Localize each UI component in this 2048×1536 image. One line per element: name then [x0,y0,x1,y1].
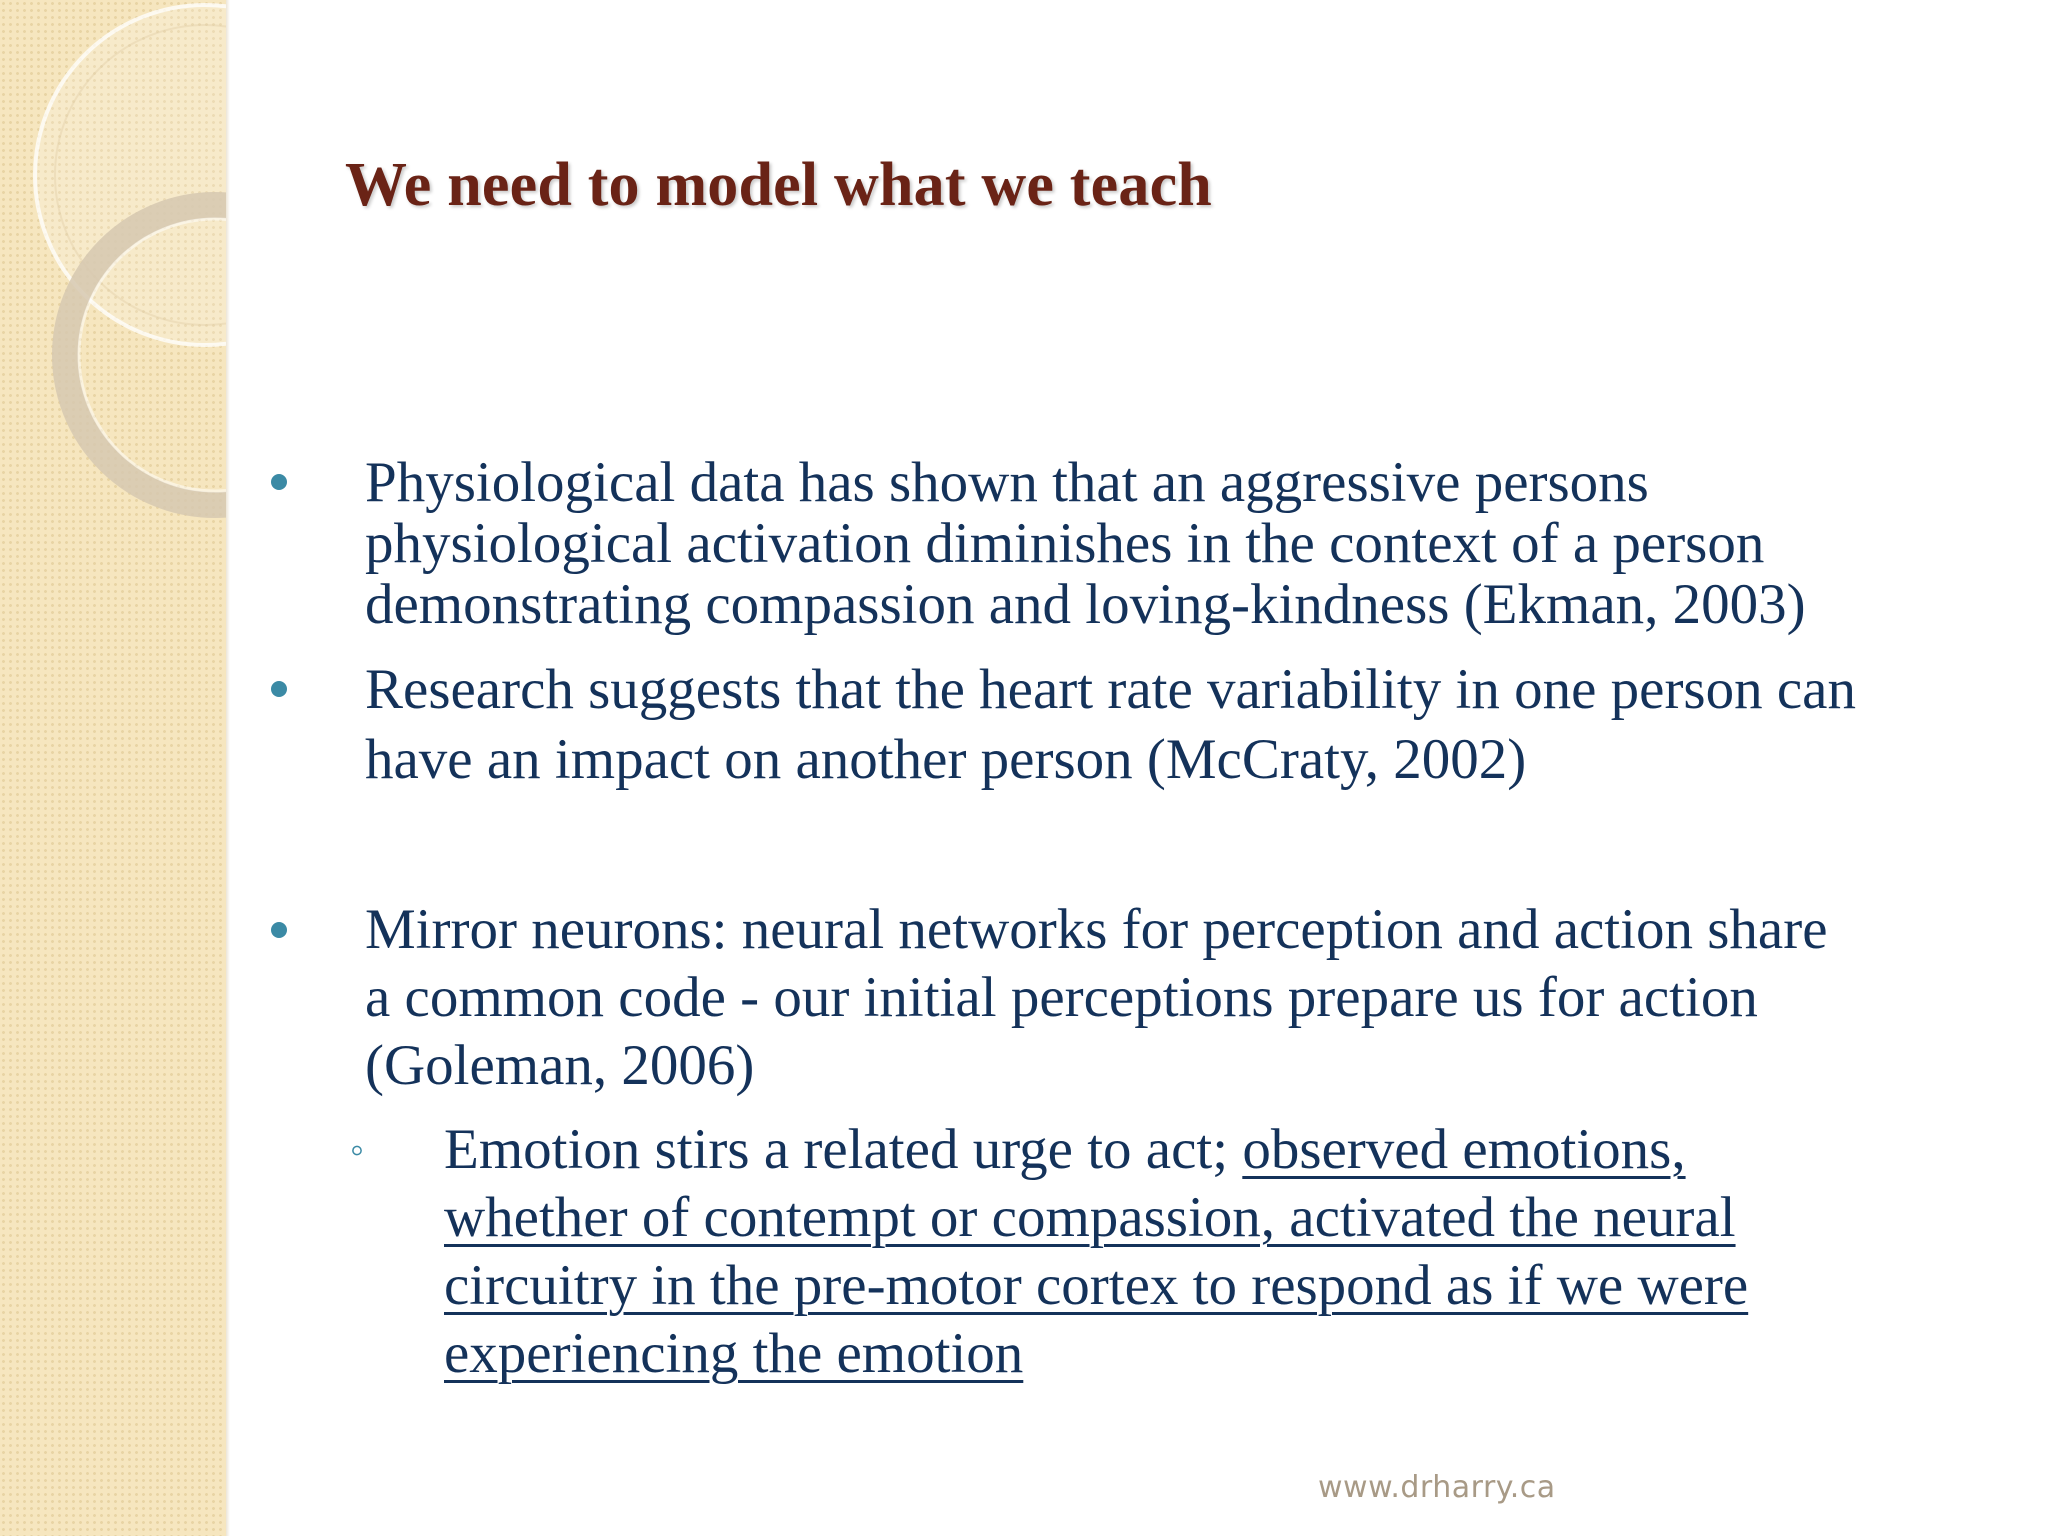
bullet-line: a common code - our initial perceptions prepare us for action [365,966,1758,1029]
slide-title: We need to model what we teach [345,151,1212,219]
sub-bullet-underlined: whether of contempt or compassion, activated the neural [444,1186,1736,1249]
bullet-line: Physiological data has shown that an aggressive persons [365,451,1649,514]
bullet-dot-icon [271,474,287,490]
bullet-line: Mirror neurons: neural networks for perception and action share [365,898,1828,961]
sub-bullet-lead: Emotion stirs a related urge to act; [444,1118,1243,1181]
bullet-item-mccraty [365,655,1856,795]
sub-bullet-underlined: observed emotions, [1242,1118,1686,1181]
bullet-line: have an impact on another person (McCraty, 2002) [365,728,1527,791]
sub-bullet-item [350,1116,1944,1388]
bullet-line: Research suggests that the heart rate variability in one person can [365,658,1856,721]
bullet-dot-icon [271,681,287,697]
bullet-dot-icon [271,922,287,938]
hollow-bullet-icon: ◦ [350,1127,365,1172]
bullet-line: demonstrating compassion and loving-kindness (Ekman, 2003) [365,573,1806,636]
bullet-line: (Goleman, 2006) [365,1034,755,1097]
bullet-item-ekman [365,452,1806,635]
footer-url: www.drharry.ca [1318,1470,1556,1505]
sub-bullet-underlined: experiencing the emotion [444,1322,1024,1385]
bullet-item-goleman [365,896,1828,1100]
sub-bullet-line [444,1116,1944,1184]
bullet-line: physiological activation diminishes in the context of a person [365,512,1765,575]
sub-bullet-underlined: circuitry in the pre-motor cortex to respond as if we were [444,1254,1749,1317]
